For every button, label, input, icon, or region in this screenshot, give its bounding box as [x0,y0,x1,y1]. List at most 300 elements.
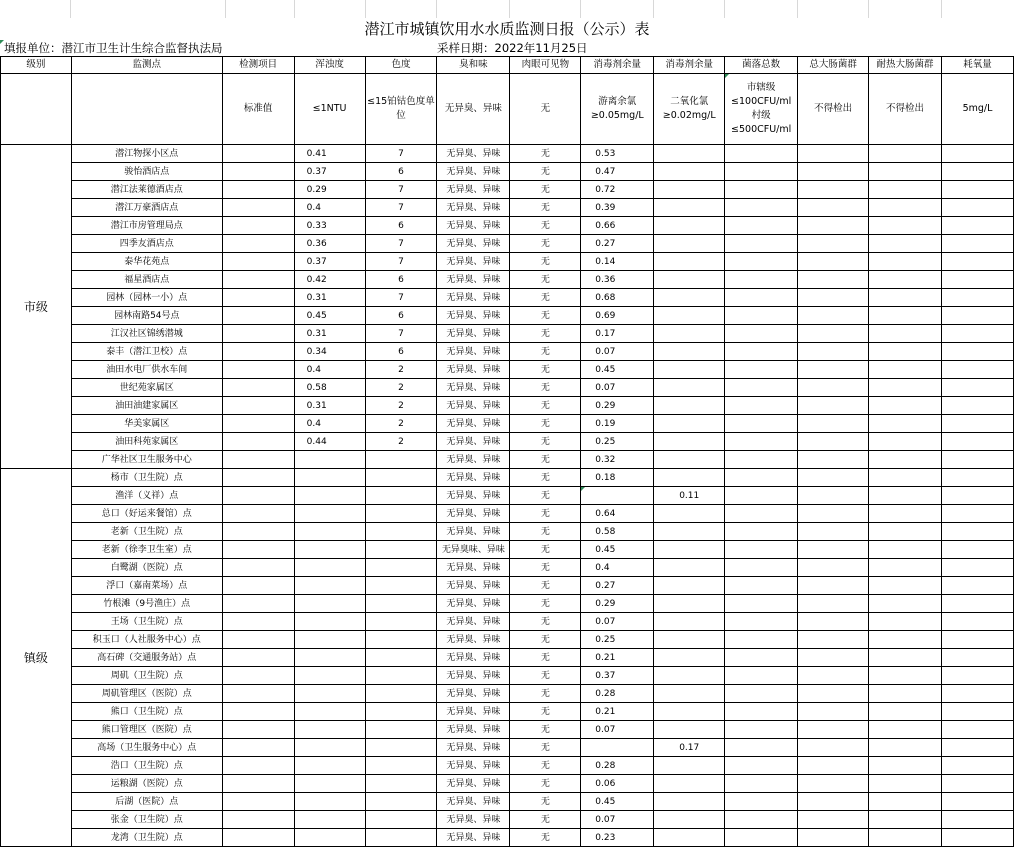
thermotolerant-coliform-cell [869,613,942,631]
colony-count-cell [725,793,798,811]
item-cell [222,307,294,325]
odor-cell: 无异臭、异味 [437,235,510,253]
sheet-grid-top [0,0,1014,18]
monitor-point-cell: 潜江法莱德酒店点 [71,181,222,199]
thermotolerant-coliform-cell [869,739,942,757]
table-row [1,217,1014,235]
thermotolerant-coliform-cell [869,181,942,199]
oxygen-consumption-cell [942,163,1014,181]
turbidity-cell: 0.4 [294,361,365,379]
thermotolerant-coliform-cell [869,469,942,487]
thermotolerant-coliform-cell [869,721,942,739]
coliform-cell [798,595,869,613]
monitor-point-cell: 浩口（卫生院）点 [71,757,222,775]
thermotolerant-coliform-cell [869,505,942,523]
free-chlorine-cell: 0.45 [581,793,654,811]
visible-matter-cell: 无 [510,505,581,523]
thermotolerant-coliform-cell [869,649,942,667]
standard-cell: ≤15铂钴色度单位 [365,74,437,145]
turbidity-cell [294,757,365,775]
odor-cell: 无异臭、异味 [437,361,510,379]
chlorine-dioxide-cell [654,451,725,469]
odor-cell: 无异臭、异味 [437,703,510,721]
coliform-cell [798,541,869,559]
chlorine-dioxide-cell [654,685,725,703]
visible-matter-cell: 无 [510,631,581,649]
item-cell [222,145,294,163]
thermotolerant-coliform-cell [869,433,942,451]
monitor-point-cell: 竹根滩（9号渔庄）点 [71,595,222,613]
odor-cell: 无异臭、异味 [437,163,510,181]
odor-cell: 无异臭、异味 [437,577,510,595]
monitor-point-cell: 总口（好运来餐馆）点 [71,505,222,523]
standard-cell: 无 [510,74,581,145]
oxygen-consumption-cell [942,307,1014,325]
item-cell [222,163,294,181]
turbidity-cell: 0.4 [294,199,365,217]
turbidity-cell [294,667,365,685]
table-body [1,145,1014,847]
chlorine-dioxide-cell [654,667,725,685]
thermotolerant-coliform-cell [869,397,942,415]
monitor-point-cell: 福星酒店点 [71,271,222,289]
coliform-cell [798,739,869,757]
colony-count-cell [725,469,798,487]
chlorine-dioxide-cell [654,271,725,289]
color-cell: 6 [365,271,437,289]
colony-count-cell [725,685,798,703]
monitor-point-cell: 泰丰（潜江卫校）点 [71,343,222,361]
table-row [1,541,1014,559]
chlorine-dioxide-cell [654,631,725,649]
colony-count-cell [725,541,798,559]
item-cell [222,793,294,811]
chlorine-dioxide-cell [654,595,725,613]
oxygen-consumption-cell [942,361,1014,379]
coliform-cell [798,631,869,649]
oxygen-consumption-cell [942,595,1014,613]
turbidity-cell [294,685,365,703]
oxygen-consumption-cell [942,235,1014,253]
free-chlorine-cell: 0.23 [581,829,654,847]
item-cell [222,217,294,235]
free-chlorine-cell: 0.32 [581,451,654,469]
odor-cell: 无异臭、异味 [437,289,510,307]
oxygen-consumption-cell [942,397,1014,415]
colony-count-cell [725,487,798,505]
visible-matter-cell: 无 [510,343,581,361]
thermotolerant-coliform-cell [869,451,942,469]
colony-count-cell [725,757,798,775]
colony-count-cell [725,199,798,217]
chlorine-dioxide-cell [654,541,725,559]
monitor-point-cell: 龙湾（卫生院）点 [71,829,222,847]
header-cell: 消毒剂余量 [654,57,725,74]
colony-count-cell [725,235,798,253]
turbidity-cell: 0.31 [294,325,365,343]
monitor-point-cell: 周矶（卫生院）点 [71,667,222,685]
colony-count-cell [725,739,798,757]
oxygen-consumption-cell [942,199,1014,217]
color-cell [365,577,437,595]
color-cell [365,559,437,577]
turbidity-cell: 0.31 [294,289,365,307]
color-cell [365,505,437,523]
color-cell: 7 [365,235,437,253]
coliform-cell [798,685,869,703]
oxygen-consumption-cell [942,703,1014,721]
header-cell: 肉眼可见物 [510,57,581,74]
table-row [1,667,1014,685]
visible-matter-cell: 无 [510,721,581,739]
turbidity-cell [294,451,365,469]
monitor-point-cell: 张金（卫生院）点 [71,811,222,829]
coliform-cell [798,181,869,199]
coliform-cell [798,469,869,487]
colony-count-cell [725,649,798,667]
chlorine-dioxide-cell [654,325,725,343]
thermotolerant-coliform-cell [869,703,942,721]
visible-matter-cell: 无 [510,325,581,343]
chlorine-dioxide-cell [654,235,725,253]
item-cell [222,685,294,703]
monitor-point-cell: 运粮湖（医院）点 [71,775,222,793]
free-chlorine-cell: 0.07 [581,343,654,361]
thermotolerant-coliform-cell [869,307,942,325]
colony-count-cell [725,397,798,415]
coliform-cell [798,361,869,379]
colony-count-cell [725,595,798,613]
colony-count-cell [725,271,798,289]
odor-cell: 无异臭、异味 [437,145,510,163]
odor-cell: 无异臭、异味 [437,685,510,703]
item-cell [222,289,294,307]
chlorine-dioxide-cell [654,811,725,829]
chlorine-dioxide-cell [654,163,725,181]
color-cell [365,595,437,613]
visible-matter-cell: 无 [510,649,581,667]
table-row [1,649,1014,667]
thermotolerant-coliform-cell [869,487,942,505]
coliform-cell [798,163,869,181]
color-cell [365,775,437,793]
visible-matter-cell: 无 [510,469,581,487]
oxygen-consumption-cell [942,145,1014,163]
free-chlorine-cell: 0.18 [581,469,654,487]
item-cell [222,199,294,217]
table-row [1,703,1014,721]
color-cell: 6 [365,343,437,361]
item-cell [222,325,294,343]
colony-count-cell [725,703,798,721]
monitor-point-cell: 广华社区卫生服务中心 [71,451,222,469]
thermotolerant-coliform-cell [869,235,942,253]
monitor-point-cell: 油田科苑家属区 [71,433,222,451]
turbidity-cell: 0.44 [294,433,365,451]
coliform-cell [798,703,869,721]
turbidity-cell [294,775,365,793]
turbidity-cell [294,829,365,847]
odor-cell: 无异臭、异味 [437,199,510,217]
item-cell [222,523,294,541]
item-cell [222,415,294,433]
color-cell: 2 [365,415,437,433]
visible-matter-cell: 无 [510,433,581,451]
table-row [1,505,1014,523]
monitor-point-cell: 熊口管理区（医院）点 [71,721,222,739]
header-cell: 浑浊度 [294,57,365,74]
free-chlorine-cell [581,487,654,505]
odor-cell: 无异臭、异味 [437,253,510,271]
monitor-point-cell: 油田油建家属区 [71,397,222,415]
color-cell [365,649,437,667]
table-row [1,793,1014,811]
thermotolerant-coliform-cell [869,199,942,217]
thermotolerant-coliform-cell [869,253,942,271]
thermotolerant-coliform-cell [869,667,942,685]
color-cell: 7 [365,253,437,271]
coliform-cell [798,577,869,595]
chlorine-dioxide-cell [654,415,725,433]
coliform-cell [798,793,869,811]
visible-matter-cell: 无 [510,577,581,595]
visible-matter-cell: 无 [510,145,581,163]
free-chlorine-cell: 0.45 [581,541,654,559]
table-row [1,271,1014,289]
coliform-cell [798,487,869,505]
chlorine-dioxide-cell [654,523,725,541]
odor-cell: 无异臭味、异味 [437,541,510,559]
water-quality-table [0,56,1014,847]
color-cell [365,667,437,685]
chlorine-dioxide-cell [654,577,725,595]
turbidity-cell [294,541,365,559]
free-chlorine-cell: 0.37 [581,667,654,685]
table-row [1,685,1014,703]
table-row [1,379,1014,397]
turbidity-cell [294,469,365,487]
visible-matter-cell: 无 [510,451,581,469]
table-row [1,469,1014,487]
header-cell: 色度 [365,57,437,74]
oxygen-consumption-cell [942,631,1014,649]
free-chlorine-cell: 0.29 [581,397,654,415]
color-cell [365,631,437,649]
odor-cell: 无异臭、异味 [437,397,510,415]
chlorine-dioxide-cell [654,721,725,739]
colony-count-cell [725,811,798,829]
coliform-cell [798,721,869,739]
chlorine-dioxide-cell [654,649,725,667]
oxygen-consumption-cell [942,505,1014,523]
chlorine-dioxide-cell [654,253,725,271]
standard-cell: 5mg/L [942,74,1014,145]
free-chlorine-cell: 0.25 [581,433,654,451]
item-cell [222,703,294,721]
chlorine-dioxide-cell [654,613,725,631]
colony-count-cell [725,361,798,379]
item-cell [222,433,294,451]
turbidity-cell: 0.29 [294,181,365,199]
table-row [1,415,1014,433]
odor-cell: 无异臭、异味 [437,379,510,397]
chlorine-dioxide-cell [654,469,725,487]
item-cell [222,181,294,199]
oxygen-consumption-cell [942,271,1014,289]
page-title: 潜江市城镇饮用水水质监测日报（公示）表 [364,20,650,38]
color-cell: 7 [365,325,437,343]
table-row [1,487,1014,505]
item-cell [222,235,294,253]
thermotolerant-coliform-cell [869,379,942,397]
coliform-cell [798,325,869,343]
chlorine-dioxide-cell [654,343,725,361]
table-row [1,721,1014,739]
header-cell: 监测点 [71,57,222,74]
standard-cell: 无异臭、异味 [437,74,510,145]
color-cell [365,829,437,847]
visible-matter-cell: 无 [510,559,581,577]
color-cell [365,523,437,541]
monitor-point-cell: 杨市（卫生院）点 [71,469,222,487]
free-chlorine-cell: 0.28 [581,757,654,775]
color-cell: 7 [365,199,437,217]
table-row [1,343,1014,361]
colony-count-cell [725,577,798,595]
coliform-cell [798,649,869,667]
thermotolerant-coliform-cell [869,811,942,829]
table-row [1,829,1014,847]
monitor-point-cell: 骏怡酒店点 [71,163,222,181]
oxygen-consumption-cell [942,739,1014,757]
monitor-point-cell: 潜江万豪酒店点 [71,199,222,217]
oxygen-consumption-cell [942,667,1014,685]
header-cell: 臭和味 [437,57,510,74]
table-row [1,631,1014,649]
oxygen-consumption-cell [942,487,1014,505]
visible-matter-cell: 无 [510,253,581,271]
monitor-point-cell: 后湖（医院）点 [71,793,222,811]
monitor-point-cell: 熊口（卫生院）点 [71,703,222,721]
visible-matter-cell: 无 [510,739,581,757]
oxygen-consumption-cell [942,649,1014,667]
thermotolerant-coliform-cell [869,577,942,595]
color-cell [365,757,437,775]
oxygen-consumption-cell [942,793,1014,811]
monitor-point-cell: 白鹭湖（医院）点 [71,559,222,577]
chlorine-dioxide-cell [654,199,725,217]
coliform-cell [798,235,869,253]
turbidity-cell: 0.42 [294,271,365,289]
thermotolerant-coliform-cell [869,631,942,649]
oxygen-consumption-cell [942,757,1014,775]
chlorine-dioxide-cell [654,397,725,415]
coliform-cell [798,559,869,577]
turbidity-cell: 0.4 [294,415,365,433]
odor-cell: 无异臭、异味 [437,343,510,361]
oxygen-consumption-cell [942,415,1014,433]
visible-matter-cell: 无 [510,775,581,793]
coliform-cell [798,271,869,289]
standard-cell [71,74,222,145]
odor-cell: 无异臭、异味 [437,451,510,469]
table-row [1,145,1014,163]
oxygen-consumption-cell [942,343,1014,361]
coliform-cell [798,307,869,325]
chlorine-dioxide-cell: 0.17 [654,739,725,757]
colony-count-cell [725,217,798,235]
chlorine-dioxide-cell [654,703,725,721]
free-chlorine-cell: 0.58 [581,523,654,541]
free-chlorine-cell: 0.28 [581,685,654,703]
odor-cell: 无异臭、异味 [437,433,510,451]
turbidity-cell: 0.33 [294,217,365,235]
item-cell [222,271,294,289]
free-chlorine-cell: 0.27 [581,235,654,253]
odor-cell: 无异臭、异味 [437,487,510,505]
colony-count-cell [725,505,798,523]
turbidity-cell: 0.45 [294,307,365,325]
table-row [1,307,1014,325]
table-row [1,595,1014,613]
colony-count-cell [725,289,798,307]
coliform-cell [798,415,869,433]
item-cell [222,469,294,487]
item-cell [222,577,294,595]
monitor-point-cell: 潜江物探小区点 [71,145,222,163]
turbidity-cell [294,649,365,667]
standard-cell: 不得检出 [869,74,942,145]
thermotolerant-coliform-cell [869,343,942,361]
free-chlorine-cell: 0.21 [581,649,654,667]
turbidity-cell [294,721,365,739]
standard-row [1,74,1014,145]
color-cell [365,487,437,505]
visible-matter-cell: 无 [510,613,581,631]
visible-matter-cell: 无 [510,523,581,541]
sample-date: 采样日期：2022年11月25日 [437,41,588,55]
reporter-unit: 填报单位：潜江市卫生计生综合监督执法局 [4,41,223,55]
chlorine-dioxide-cell [654,505,725,523]
free-chlorine-cell: 0.66 [581,217,654,235]
colony-count-cell [725,181,798,199]
visible-matter-cell: 无 [510,595,581,613]
oxygen-consumption-cell [942,523,1014,541]
item-cell [222,379,294,397]
colony-count-cell [725,631,798,649]
standard-cell: 不得检出 [798,74,869,145]
item-cell [222,559,294,577]
table-row [1,433,1014,451]
oxygen-consumption-cell [942,721,1014,739]
colony-count-cell [725,343,798,361]
oxygen-consumption-cell [942,451,1014,469]
odor-cell: 无异臭、异味 [437,649,510,667]
odor-cell: 无异臭、异味 [437,739,510,757]
item-cell [222,649,294,667]
visible-matter-cell: 无 [510,163,581,181]
odor-cell: 无异臭、异味 [437,559,510,577]
header-cell: 级别 [1,57,72,74]
colony-count-cell [725,379,798,397]
free-chlorine-cell: 0.07 [581,613,654,631]
oxygen-consumption-cell [942,685,1014,703]
item-cell [222,631,294,649]
visible-matter-cell: 无 [510,703,581,721]
colony-count-cell [725,451,798,469]
colony-count-cell [725,523,798,541]
odor-cell: 无异臭、异味 [437,217,510,235]
